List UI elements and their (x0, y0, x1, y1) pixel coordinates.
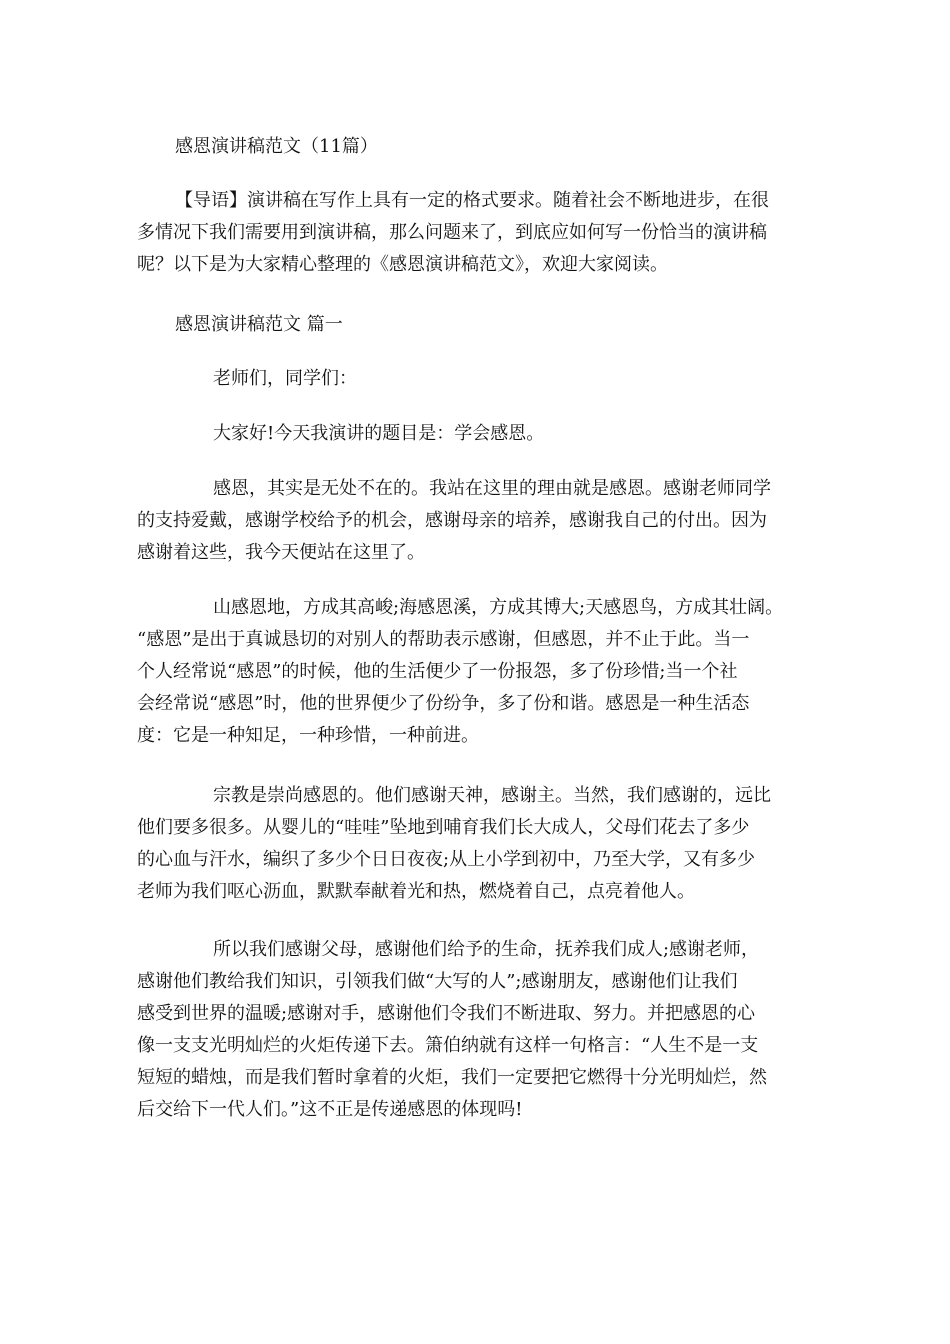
paragraph-line: 他们要多很多。从婴儿的“哇哇”坠地到哺育我们长大成人，父母们花去了多少 (137, 817, 750, 838)
paragraph-line: 老师为我们呕心沥血，默默奉献着光和热，燃烧着自己，点亮着他人。 (137, 881, 695, 902)
document-title: 感恩演讲稿范文（11篇） (175, 136, 378, 157)
greeting (137, 418, 813, 450)
paragraph-line: 感谢着这些，我今天便站在这里了。 (137, 542, 425, 563)
paragraph-line: “感恩”是出于真诚恳切的对别人的帮助表示感谢，但感恩，并不止于此。当一 (137, 629, 750, 650)
paragraph-line: 所以我们感谢父母，感谢他们给予的生命，抚养我们成人;感谢老师， (213, 939, 760, 960)
salutation (137, 363, 813, 395)
body-paragraph (137, 934, 813, 1126)
salutation-text: 老师们，同学们： (213, 368, 357, 389)
body-paragraph (137, 473, 813, 569)
intro-line: 【导语】演讲稿在写作上具有一定的格式要求。随着社会不断地进步，在很 (175, 190, 769, 211)
paragraph-line: 短短的蜡烛，而是我们暂时拿着的火炬，我们一定要把它燃得十分光明灿烂，然 (137, 1067, 767, 1088)
paragraph-line: 宗教是崇尚感恩的。他们感谢天神，感谢主。当然，我们感谢的，远比 (213, 785, 771, 806)
intro-line: 多情况下我们需要用到演讲稿，那么问题来了，到底应如何写一份恰当的演讲稿 (137, 222, 767, 243)
paragraph-line: 感谢他们教给我们知识，引领我们做“大写的人”;感谢朋友，感谢他们让我们 (137, 971, 738, 992)
paragraph-line: 感恩，其实是无处不在的。我站在这里的理由就是感恩。感谢老师同学 (213, 478, 771, 499)
body-paragraph (137, 592, 813, 752)
greeting-text: 大家好!今天我演讲的题目是：学会感恩。 (213, 423, 545, 444)
intro-line: 呢？以下是为大家精心整理的《感恩演讲稿范文》，欢迎大家阅读。 (137, 254, 668, 275)
body-paragraph (137, 780, 813, 908)
paragraph-line: 像一支支光明灿烂的火炬传递下去。箫伯纳就有这样一句格言：“人生不是一支 (137, 1035, 759, 1056)
paragraph-line: 感受到世界的温暖;感谢对手，感谢他们令我们不断进取、努力。并把感恩的心 (137, 1003, 756, 1024)
paragraph-line: 山感恩地，方成其高峻;海感恩溪，方成其博大;天感恩鸟，方成其壮阔。 (213, 597, 784, 618)
intro-paragraph (137, 185, 813, 281)
paragraph-line: 度：它是一种知足，一种珍惜，一种前进。 (137, 725, 479, 746)
paragraph-line: 的心血与汗水，编织了多少个日日夜夜;从上小学到初中，乃至大学，又有多少 (137, 849, 756, 870)
paragraph-line: 的支持爱戴，感谢学校给予的机会，感谢母亲的培养，感谢我自己的付出。因为 (137, 510, 767, 531)
paragraph-line: 个人经常说“感恩”的时候，他的生活便少了一份报怨，多了份珍惜;当一个社 (137, 661, 738, 682)
paragraph-line: 会经常说“感恩”时，他的世界便少了份纷争，多了份和谐。感恩是一种生活态 (137, 693, 750, 714)
paragraph-line: 后交给下一代人们。”这不正是传递感恩的体现吗! (137, 1099, 523, 1120)
section-heading: 感恩演讲稿范文 篇一 (175, 314, 343, 335)
